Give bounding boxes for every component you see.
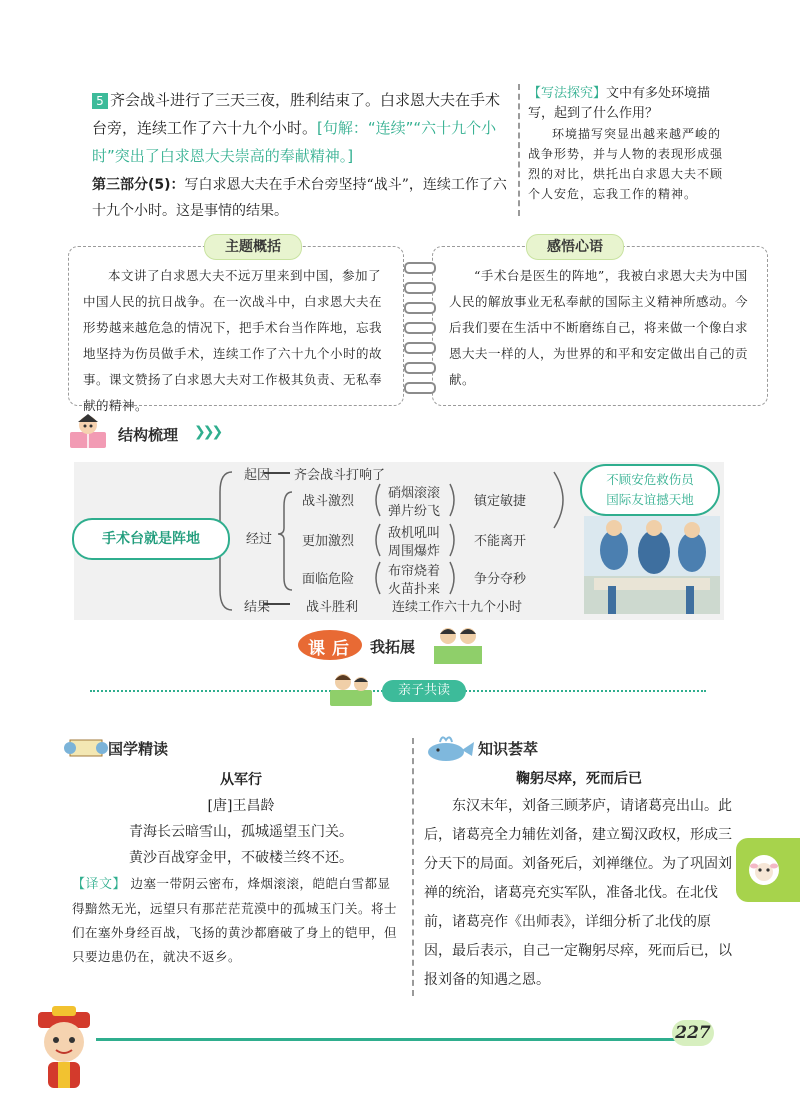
tree-result-a: 战斗胜利 (306, 600, 359, 615)
summary-box (68, 246, 404, 413)
banner-ke: 课 (308, 639, 325, 659)
tree-process-label: 经过 (246, 532, 273, 547)
tree-result-b: 连续工作六十九个小时 (392, 600, 523, 615)
banner-hou: 后 (332, 639, 349, 659)
binder-ring-icon (404, 362, 436, 374)
poem-line-2: 黄沙百战穿金甲，不破楼兰终不还。 (129, 850, 353, 866)
writing-method-question: 文中有多处环境描写，起到了什么作用？ (528, 86, 711, 121)
tree-row-a: 更加激烈 (302, 534, 355, 549)
tree-row-b2: 弹片纷飞 (388, 504, 441, 519)
insight-text: “手术台是医生的阵地”，我被白求恩大夫为中国人民的解放事业无私奉献的国际主义精神所感动。今后我们要在生活中不断磨练自己，将来做一个像白求恩大夫一样的人，为世界的和平和安定做出自己的贡献。 (449, 268, 749, 387)
parent-child-reading-label: 亲子共读 (382, 680, 466, 702)
writing-method-answer: 环境描写突显出越来越严峻的战争形势，并与人物的表现形成强烈的对比，烘托出白求恩大夫不顾个人安危，忘我工作的精神。 (528, 127, 724, 201)
tree-row-a: 面临危险 (302, 572, 355, 587)
translation-tag: 【译文】 (72, 877, 127, 892)
parent-child-icon (326, 668, 376, 708)
writing-method-tag: 【写法探究】 (528, 86, 607, 101)
tree-cause-text: 齐会战斗打响了 (294, 468, 386, 483)
summary-text: 本文讲了白求恩大夫不远万里来到中国，参加了中国人民的抗日战争。在一次战斗中，白求恩大夫在形势越来越危急的情况下，把手术台当作阵地，忘我地坚持为伤员做手术，连续工作了六十九个小时的故事。课文赞扬了白求恩大夫对工作极其负责、无私奉献的精神。 (83, 268, 383, 413)
students-icon (432, 620, 484, 666)
insight-title: 感悟心语 (526, 234, 624, 260)
binder-ring-icon (404, 322, 436, 334)
surgery-illustration (584, 516, 720, 614)
page-number: 227 (672, 1020, 714, 1046)
divider (518, 84, 520, 216)
reading-boy-icon (66, 412, 110, 452)
structure-title: 结构梳理 (118, 426, 179, 444)
paragraph-5 (92, 86, 512, 170)
translation (72, 872, 402, 969)
tree-cause-label: 起因 (244, 468, 271, 483)
binder-ring-icon (404, 382, 436, 394)
chevrons-icon: ❯❯❯ (194, 424, 221, 440)
side-tab (736, 838, 800, 902)
poem-author: [唐]王昌龄 (207, 798, 275, 814)
paragraph-number: 5 (92, 93, 108, 109)
zhishi-text: 东汉末年，刘备三顾茅庐，请诸葛亮出山。此后，诸葛亮全力辅佐刘备，建立蜀汉政权，形成三分天下的局面。刘备死后，刘禅继位。为了巩固刘禅的统治，诸葛亮充实军队，准备北伐。在北伐前，诸葛亮作《出师表》，详细分析了北伐的原因，最后表示，自己一定鞠躬尽瘁，死而后已，以报刘备的知遇之恩。 (424, 798, 732, 988)
tree-row-c: 镇定敏捷 (474, 494, 527, 509)
cloud-line-2: 国际友谊撼天地 (606, 492, 694, 507)
cloud-line-1: 不顾安危救伤员 (606, 472, 694, 487)
tree-row-b1: 敌机吼叫 (388, 526, 441, 541)
scroll-icon (64, 732, 108, 762)
tree-row-b2: 火苗扑来 (388, 582, 441, 597)
paragraph-5-text: 齐会战斗进行了三天三夜，胜利结束了。白求恩大夫在手术台旁，连续工作了六十九个小时。 (92, 91, 501, 137)
zhishi-heading: 鞠躬尽瘁，死而后已 (516, 771, 642, 787)
tree-row-b1: 硝烟滚滚 (388, 486, 441, 501)
tree-row-b1: 布帘烧着 (388, 564, 441, 579)
writing-method-note (528, 84, 728, 204)
zhishi-title: 知识荟萃 (478, 740, 539, 758)
tree-row-c: 争分夺秒 (474, 572, 527, 587)
tree-row-a: 战斗激烈 (302, 494, 355, 509)
binder-ring-icon (404, 342, 436, 354)
guoxue-title: 国学精读 (108, 740, 169, 758)
binder-ring-icon (404, 282, 436, 294)
part-3-text: 写白求恩大夫在手术台旁坚持“战斗”，连续工作了六十九个小时。这是事情的结果。 (92, 177, 507, 219)
column-divider (412, 738, 414, 996)
part-3-summary (92, 172, 512, 224)
binder-ring-icon (404, 302, 436, 314)
binder-ring-icon (404, 262, 436, 274)
poem-title: 从军行 (220, 772, 262, 788)
theme-cloud (580, 464, 720, 516)
footer-line (96, 1038, 710, 1041)
part-3-label: 第三部分(5)： (92, 177, 185, 193)
summary-title: 主题概括 (204, 234, 302, 260)
sentence-annotation: [句解：“连续”“六十九个小时”突出了白求恩大夫崇高的奉献精神。] (92, 119, 497, 165)
whale-icon (424, 732, 476, 762)
tree-row-c: 不能离开 (474, 534, 527, 549)
tree-result-label: 结果 (244, 600, 271, 615)
sheep-icon (744, 850, 784, 890)
poem-line-1: 青海长云暗雪山，孤城遥望玉门关。 (129, 824, 353, 840)
banner-rest: 我拓展 (370, 638, 416, 656)
insight-box (432, 246, 768, 406)
cartoon-boy-icon (28, 1006, 100, 1094)
tree-row-b2: 周围爆炸 (388, 544, 441, 559)
structure-center-node: 手术台就是阵地 (72, 518, 230, 560)
translation-text: 边塞一带阴云密布，烽烟滚滚，皑皑白雪都显得黯然无光，远望只有那茫茫荒漠中的孤城玉门关。将士们在塞外身经百战，飞扬的黄沙都磨破了身上的铠甲，但只要边患仍在，就决不返乡。 (72, 876, 398, 964)
